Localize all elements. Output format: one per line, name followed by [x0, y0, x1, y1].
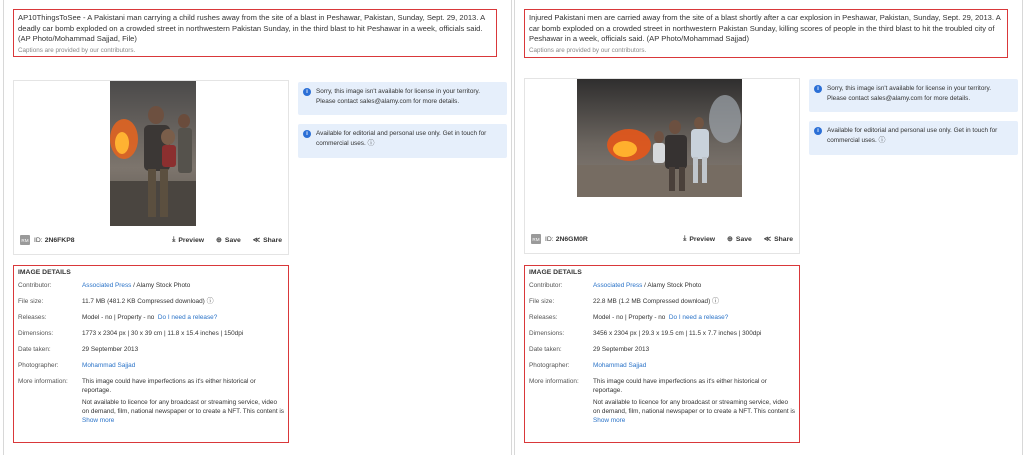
caption-box [13, 9, 497, 57]
releases-row [18, 313, 284, 322]
save-button[interactable] [727, 235, 752, 243]
photographer-row [18, 361, 284, 370]
share-label: Share [774, 235, 793, 243]
dimensions-label: Dimensions: [529, 330, 565, 337]
photographer-link[interactable]: Mohammad Sajjad [82, 362, 136, 369]
preview-button[interactable] [172, 236, 204, 244]
releases-row [529, 313, 795, 322]
caption-note: Captions are provided by our contributors. [529, 46, 647, 54]
releases-label: Releases: [18, 314, 47, 321]
image-details [524, 265, 800, 443]
editorial-notice [809, 121, 1018, 155]
contributor-label: Contributor: [529, 282, 563, 289]
filesize-row [529, 297, 795, 306]
dimensions-row [18, 329, 284, 338]
image-actions [172, 236, 282, 244]
photographer-link[interactable]: Mohammad Sajjad [593, 362, 647, 369]
save-button[interactable] [216, 236, 241, 244]
dimensions-value: 1773 x 2304 px | 30 x 39 cm | 11.8 x 15.4 inches | 150dpi [82, 330, 244, 337]
contributor-agency: / Alamy Stock Photo [131, 282, 191, 289]
image-details [13, 265, 289, 443]
contributor-row [18, 281, 284, 290]
dimensions-value: 3456 x 2304 px | 29.3 x 19.5 cm | 11.5 x 7.7 inches | 300dpi [593, 330, 762, 337]
image-id: 2N6FKP8 [44, 236, 75, 244]
photo-illustration [577, 79, 742, 197]
preview-icon: ⤓ [172, 236, 176, 243]
more-info-row [18, 377, 284, 428]
share-icon: ≪ [252, 237, 261, 244]
territory-notice [809, 79, 1018, 112]
stock-photo[interactable] [577, 79, 742, 197]
caption-note: Captions are provided by our contributors. [18, 46, 136, 54]
card-footer [531, 231, 793, 247]
more-info-label: More information: [18, 378, 68, 385]
contributor-label: Contributor: [18, 282, 52, 289]
plus-circle-icon: ⊕ [216, 237, 222, 244]
plus-circle-icon: ⊕ [727, 236, 733, 243]
stock-photo[interactable] [110, 81, 196, 226]
more-info-text-1: This image could have imperfections as it's either historical or reportage. [82, 378, 256, 394]
rights-managed-icon: RM [531, 234, 541, 244]
id-label: ID: [545, 235, 554, 243]
more-info-row [529, 377, 795, 428]
more-info-label: More information: [529, 378, 579, 385]
share-button[interactable] [764, 235, 793, 243]
save-label: Save [224, 236, 241, 244]
editorial-notice [298, 124, 507, 158]
more-info-text-1: This image could have imperfections as it's either historical or reportage. [593, 378, 767, 394]
date-label: Date taken: [18, 346, 51, 353]
share-label: Share [263, 236, 282, 244]
territory-notice [298, 82, 507, 115]
releases-label: Releases: [529, 314, 558, 321]
filesize-value: 11.7 MB (481.2 KB Compressed download) [82, 298, 205, 305]
preview-button[interactable] [683, 235, 715, 243]
details-title: IMAGE DETAILS [18, 269, 71, 276]
caption-text: Injured Pakistani men are carried away from the site of a blast shortly after a car explosion in Peshawar, Pakistan, Sunday, Sept. 29, 2013. A car bomb exploded on a crowded street in northwestern Pakistan Sunday, killing scores of people in the third blast to hit the troubled city of Peshawar in a week, officials said. (AP Photo/Mohammad Sajjad) [529, 13, 1001, 43]
info-icon: i [814, 85, 822, 93]
contributor-link[interactable]: Associated Press [593, 282, 643, 289]
editorial-notice-text: Available for editorial and personal use only. Get in touch for commercial uses. [316, 130, 487, 147]
caption-box [524, 9, 1008, 58]
left-listing-panel [3, 0, 512, 455]
caption-text: AP10ThingsToSee - A Pakistani man carrying a child rushes away from the site of a blast in Peshawar, Pakistan, Sunday, Sept. 29, 2013. A deadly car bomb exploded on a crowded street in northwestern Pakistan Sunday, in the third blast to hit Peshawar in a week, officials said. (AP Photo/Mohammad Sajjad, File) [18, 13, 485, 43]
date-row [18, 345, 284, 354]
info-icon: i [814, 127, 822, 135]
photographer-label: Photographer: [529, 362, 570, 369]
dimensions-label: Dimensions: [18, 330, 54, 337]
help-icon[interactable]: ⓘ [712, 298, 719, 305]
preview-icon: ⤓ [683, 235, 687, 242]
release-help-link[interactable]: Do I need a release? [668, 314, 729, 321]
help-icon[interactable]: ⓘ [367, 140, 375, 147]
right-listing-panel [514, 0, 1023, 455]
show-more-link[interactable]: Show more [593, 417, 626, 424]
editorial-notice-text: Available for editorial and personal use only. Get in touch for commercial uses. [827, 127, 998, 144]
filesize-label: File size: [529, 298, 555, 305]
help-icon[interactable]: ⓘ [206, 298, 214, 305]
card-footer [20, 232, 282, 248]
share-icon: ≪ [763, 236, 772, 243]
filesize-row [18, 297, 284, 306]
territory-notice-text: Sorry, this image isn't available for license in your territory. Please contact sales@alamy.com for more details. [316, 88, 481, 105]
territory-notice-text: Sorry, this image isn't available for license in your territory. Please contact sales@alamy.com for more details. [827, 85, 992, 102]
id-label: ID: [34, 236, 43, 244]
info-icon: i [303, 130, 311, 138]
details-title: IMAGE DETAILS [529, 269, 582, 276]
releases-value: Model - no | Property - no [593, 314, 666, 321]
show-more-link[interactable]: Show more [82, 417, 115, 424]
image-actions [683, 235, 793, 243]
preview-label: Preview [689, 235, 716, 243]
more-info-text-2: Not available to licence for any broadcast or streaming service, video on demand, film, national newspaper or to create a NFT. This content is [593, 399, 795, 415]
releases-value: Model - no | Property - no [82, 314, 155, 321]
photographer-row [529, 361, 795, 370]
filesize-value: 22.8 MB (1.2 MB Compressed download) [593, 298, 711, 305]
release-help-link[interactable]: Do I need a release? [157, 314, 218, 321]
date-value: 29 September 2013 [593, 346, 650, 353]
share-button[interactable] [253, 236, 282, 244]
contributor-row [529, 281, 795, 290]
more-info-text-2: Not available to licence for any broadcast or streaming service, video on demand, film, national newspaper or to create a NFT. This content is [82, 399, 284, 415]
contributor-link[interactable]: Associated Press [82, 282, 132, 289]
dimensions-row [529, 329, 795, 338]
image-id: 2N6GM0R [555, 235, 588, 243]
date-label: Date taken: [529, 346, 562, 353]
save-label: Save [735, 235, 752, 243]
date-value: 29 September 2013 [82, 346, 139, 353]
photographer-label: Photographer: [18, 362, 59, 369]
contributor-agency: / Alamy Stock Photo [642, 282, 702, 289]
photo-illustration [110, 81, 196, 226]
rights-managed-icon: RM [20, 235, 30, 245]
preview-label: Preview [178, 236, 205, 244]
image-card [13, 80, 289, 255]
image-card [524, 78, 800, 254]
filesize-label: File size: [18, 298, 44, 305]
help-icon[interactable]: ⓘ [878, 137, 886, 144]
info-icon: i [303, 88, 311, 96]
date-row [529, 345, 795, 354]
